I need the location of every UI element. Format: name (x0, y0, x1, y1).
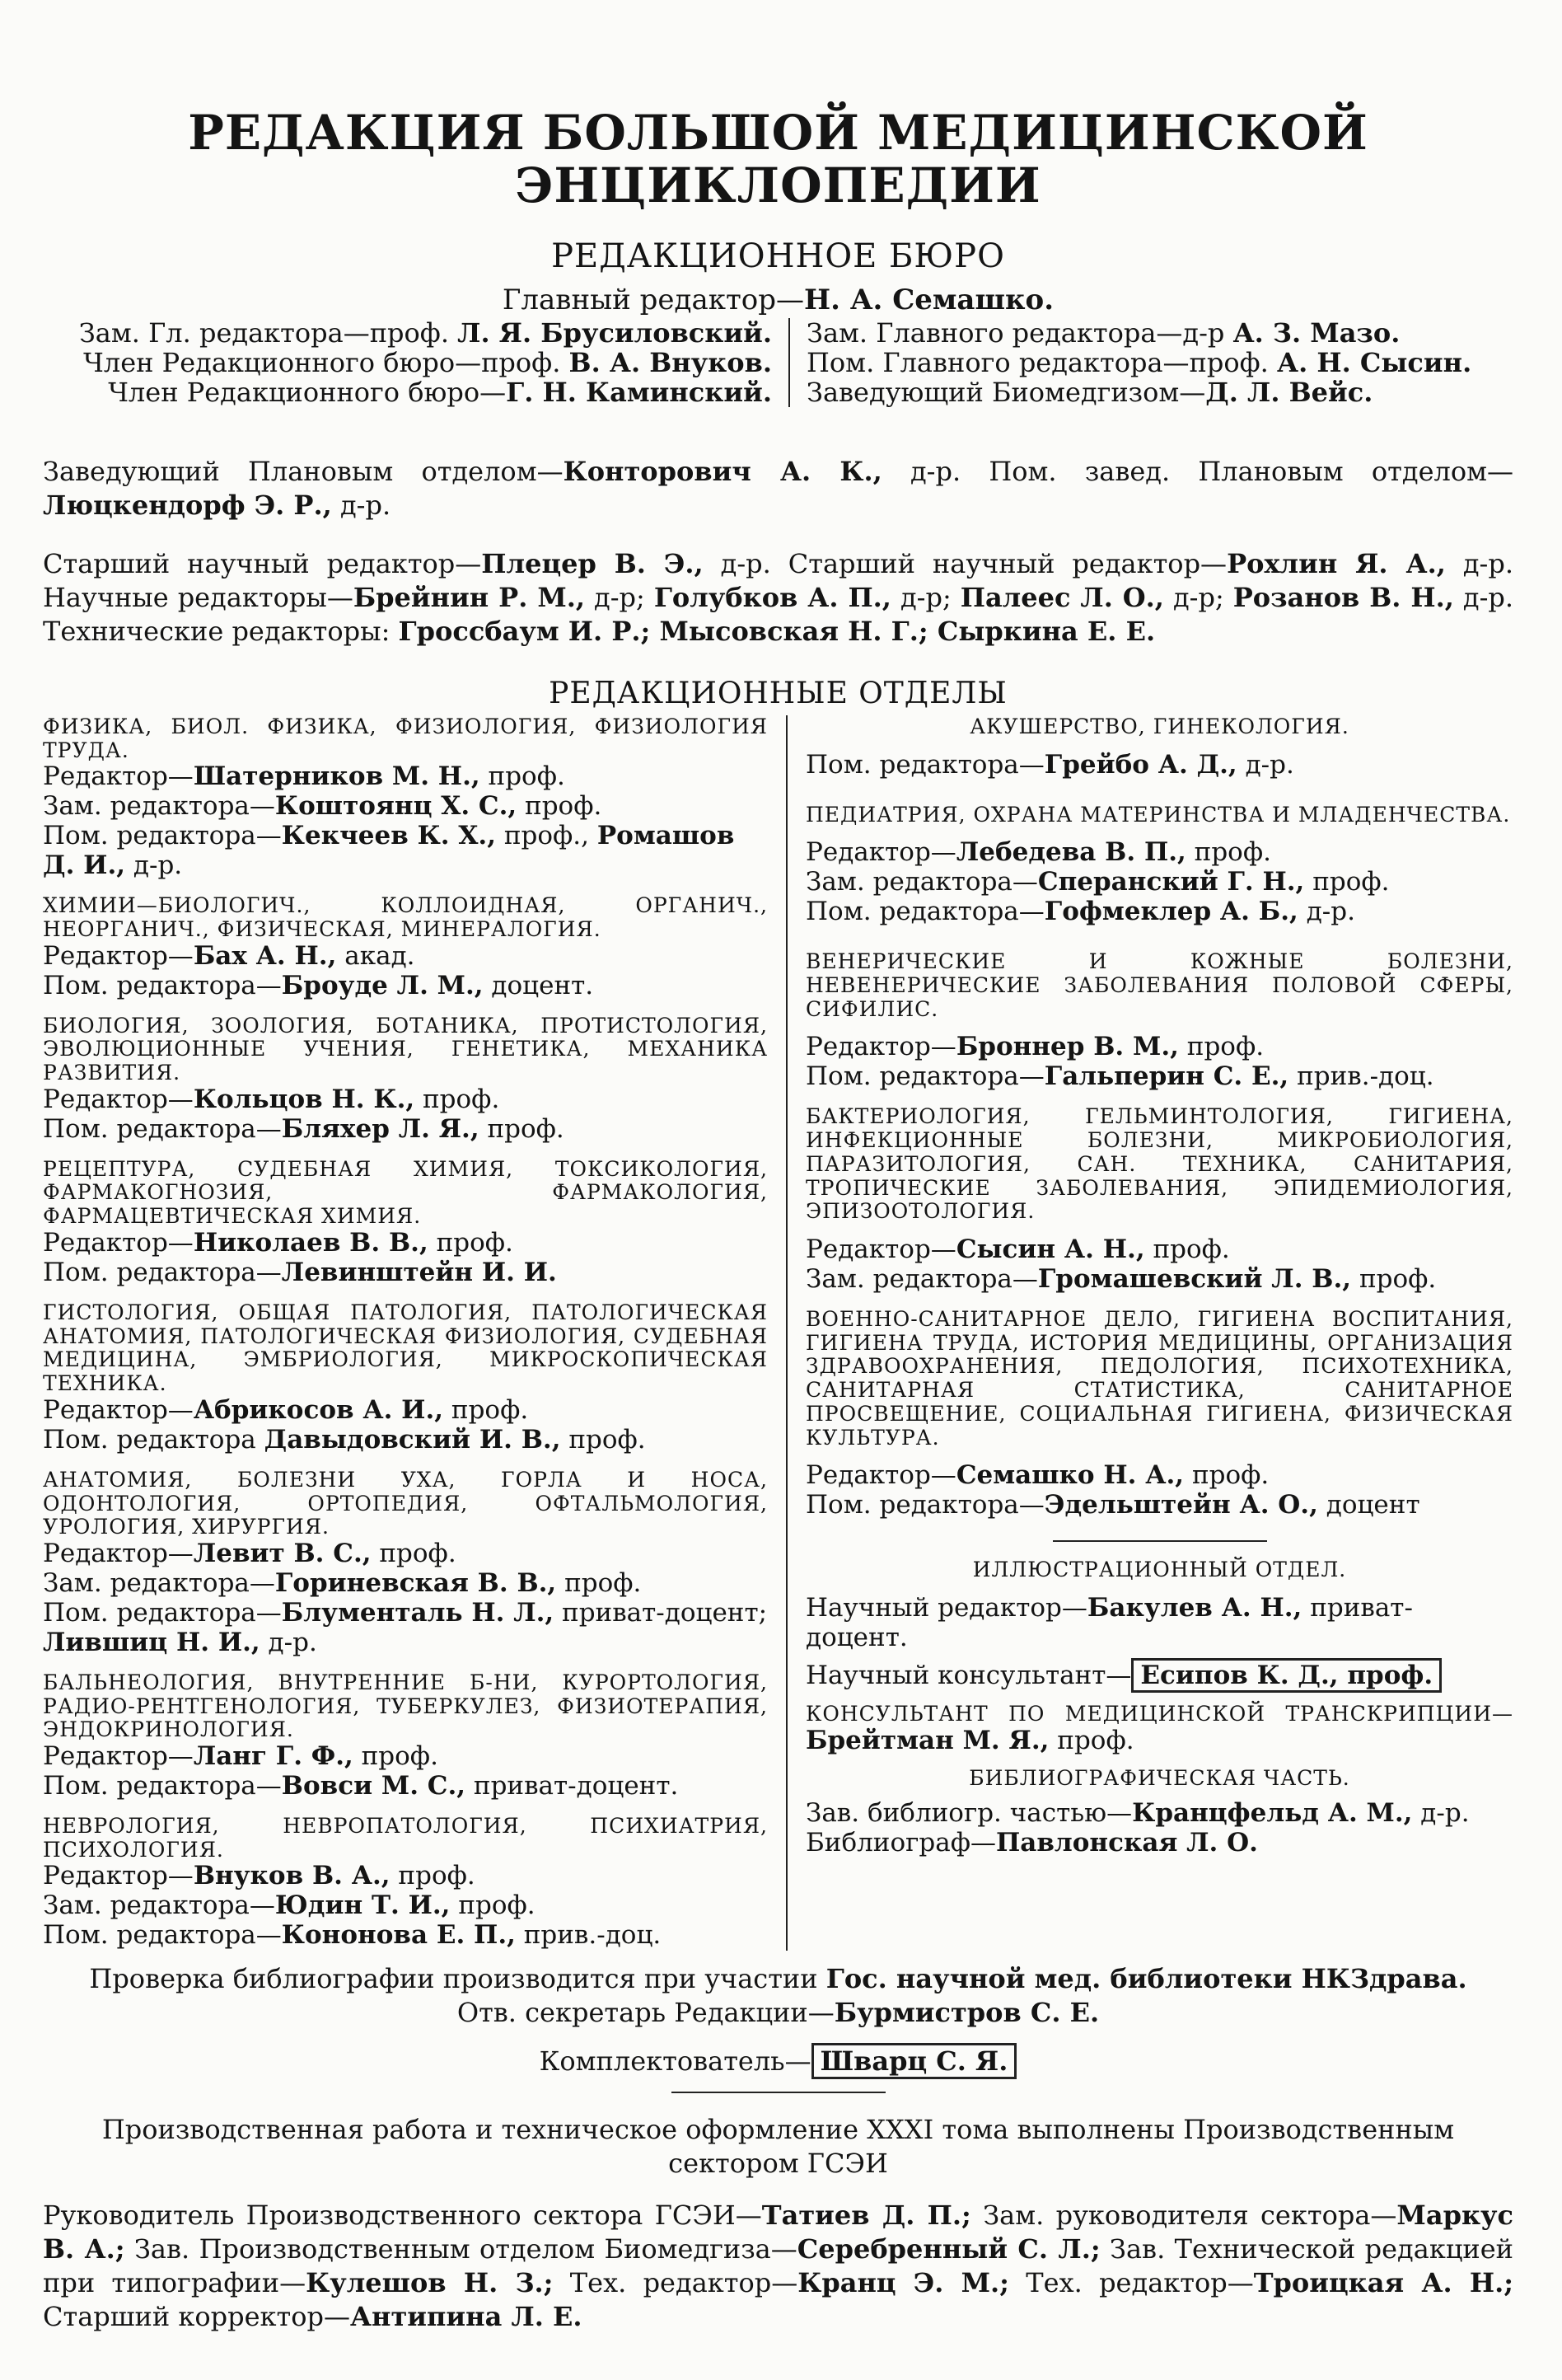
dept-line: Пом. редактора Давыдовский И. В., проф. (43, 1424, 646, 1455)
bureau-name: А. Н. Сысин. (1277, 346, 1472, 378)
chief-editor (43, 283, 1513, 316)
dept-line: Редактор—Внуков В. А., проф. (43, 1861, 475, 1891)
dept-line: Зам. редактора—Коштоянц Х. С., проф. (43, 791, 602, 822)
page-title: РЕДАКЦИЯ БОЛЬШОЙ МЕДИЦИНСКОЙ ЭНЦИКЛОПЕДИИ (188, 105, 1368, 213)
bureau-members (43, 318, 1513, 407)
dept-line: Пом. редактора—Гальперин С. Е., прив.-доц. (806, 1061, 1434, 1092)
dept-line: Зам. редактора—Громашевский Л. В., проф. (806, 1264, 1437, 1294)
dept-line: Редактор—Ланг Г. Ф., проф. (43, 1741, 438, 1772)
consultant-line: Научный консультант— Есипов К. Д., проф. (806, 1661, 1513, 1691)
dept-line: Пом. редактора—Кекчеев К. Х., проф., Ромашов Д. И., д-р. (43, 821, 735, 881)
bureau-entry (807, 348, 1513, 377)
bureau-role: Пом. Главного редактора—проф. (807, 346, 1278, 378)
dept-line: Редактор—Кольцов Н. К., проф. (43, 1084, 500, 1114)
production-staff: Руководитель Производственного сектора ГСЭИ—Татиев Д. П.; Зам. руководителя сектора—Маркус В. А.; Зав. Производственным отделом Биомедгиза—Серебренный С. Л.; Зав. Технической редакцией при типографии—Кулешов Н. З.; Тех. редактор—Кранц Э. М.; Тех. редактор—Троицкая А. Н.; Старший корректор—Антипина Л. Е. (43, 2200, 1514, 2332)
masthead-page (43, 107, 1513, 2334)
departments-title: РЕДАКЦИОННЫЕ ОТДЕЛЫ (549, 676, 1008, 710)
bureau-name: Л. Я. Брусиловский. (457, 316, 772, 349)
dept-heading: ХИМИИ—БИОЛОГИЧ., КОЛЛОИДНАЯ, ОРГАНИЧ., НЕОРГАНИЧ., ФИЗИЧЕСКАЯ, МИНЕРАЛОГИЯ. (43, 893, 768, 941)
collector: Комплектователь— Шварц С. Я. (43, 2045, 1513, 2078)
dept-line: Пом. редактора—Кононова Е. П., прив.-доц. (43, 1920, 662, 1951)
dept-line: Пом. редактора—Гофмеклер А. Б., д-р. (806, 897, 1355, 927)
dept-heading: АНАТОМИЯ, БОЛЕЗНИ УХА, ГОРЛА И НОСА, ОДОНТОЛОГИЯ, ОРТОПЕДИЯ, ОФТАЛЬМОЛОГИЯ, УРОЛОГИЯ, ХИРУРГИЯ. (43, 1467, 768, 1539)
dept-line: Пом. редактора—Бляхер Л. Я., проф. (43, 1113, 564, 1144)
dept-line: Зам. редактора—Сперанский Г. Н., проф. (806, 867, 1390, 897)
bureau-role: Член Редакционного бюро—проф. (83, 346, 569, 378)
biblio-head-line: Зав. библиогр. частью—Кранцфельд А. М., д-р. (806, 1798, 1470, 1829)
dept-heading: РЕЦЕПТУРА, СУДЕБНАЯ ХИМИЯ, ТОКСИКОЛОГИЯ, ФАРМАКОГНОЗИЯ, ФАРМАКОЛОГИЯ, ФАРМАЦЕВТИЧЕСКАЯ ХИМИЯ. (43, 1156, 768, 1229)
bureau-role: Заведующий Биомедгизом— (807, 376, 1206, 408)
divider (671, 2092, 886, 2093)
dept-line: Пом. редактора—Грейбо А. Д., д-р. (806, 749, 1294, 780)
right-column (788, 715, 1513, 1951)
dept-heading: ВОЕННО-САНИТАРНОЕ ДЕЛО, ГИГИЕНА ВОСПИТАНИЯ, ГИГИЕНА ТРУДА, ИСТОРИЯ МЕДИЦИНЫ, ОРГАНИЗАЦИЯ ЗДРАВООХРАНЕНИЯ, ПЕДОЛОГИЯ, ПСИХОТЕХНИКА, САНИТАРНАЯ СТАТИСТИКА, САНИТАРНОЕ ПРОСВЕЩЕНИЕ, СОЦИАЛЬНАЯ ГИГИЕНА, ФИЗИЧЕСКАЯ КУЛЬТУРА. (806, 1306, 1513, 1450)
divider (1053, 1540, 1267, 1542)
bureau-role: Зам. Главного редактора—д-р (807, 316, 1233, 349)
dept-line: Зам. редактора—Гориневская В. В., проф. (43, 1567, 642, 1598)
bureau-left (43, 318, 790, 407)
dept-line: Пом. редактора—Броуде Л. М., доцент. (43, 970, 594, 1000)
bureau-entry (43, 377, 772, 407)
dept-heading: ВЕНЕРИЧЕСКИЕ И КОЖНЫЕ БОЛЕЗНИ, НЕВЕНЕРИЧЕСКИЕ ЗАБОЛЕВАНИЯ ПОЛОВОЙ СФЕРЫ, СИФИЛИС. (806, 949, 1513, 1021)
biblio-heading: БИБЛИОГРАФИЧЕСКАЯ ЧАСТЬ. (969, 1766, 1350, 1791)
dept-line: Редактор—Шатерников М. Н., проф. (43, 761, 565, 792)
bibliography-check: Проверка библиографии производится при участии Гос. научной мед. библиотеки НКЗдрава. Отв. секретарь Редакции—Бурмистров С. Е. (89, 1963, 1467, 2029)
left-column (43, 715, 788, 1951)
dept-heading: АКУШЕРСТВО, ГИНЕКОЛОГИЯ. (970, 714, 1349, 738)
dept-heading: БИОЛОГИЯ, ЗООЛОГИЯ, БОТАНИКА, ПРОТИСТОЛОГИЯ, ЭВОЛЮЦИОННЫЕ УЧЕНИЯ, ГЕНЕТИКА, МЕХАНИКА РАЗВИТИЯ. (43, 1013, 768, 1085)
dept-line: Пом. редактора—Эдельштейн А. О., доцент (806, 1490, 1420, 1520)
dept-line: Редактор—Броннер В. М., проф. (806, 1032, 1265, 1062)
dept-line: Пом. редактора—Блументаль Н. Л., приват-доцент; Лившиц Н. И., д-р. (43, 1597, 768, 1657)
transcription-line: КОНСУЛЬТАНТ ПО МЕДИЦИНСКОЙ ТРАНСКРИПЦИИ—Брейтман М. Я., проф. (806, 1701, 1513, 1755)
bureau-entry (43, 318, 772, 348)
dept-heading: ГИСТОЛОГИЯ, ОБЩАЯ ПАТОЛОГИЯ, ПАТОЛОГИЧЕСКАЯ АНАТОМИЯ, ПАТОЛОГИЧЕСКАЯ ФИЗИОЛОГИЯ, СУДЕБНАЯ МЕДИЦИНА, ЭМБРИОЛОГИЯ, МИКРОСКОПИЧЕСКАЯ ТЕХНИКА. (43, 1300, 768, 1396)
dept-line: Зам. редактора—Юдин Т. И., проф. (43, 1890, 535, 1921)
dept-line: Редактор—Семашко Н. А., проф. (806, 1460, 1270, 1491)
bureau-entry (43, 348, 772, 377)
bureau-right (790, 318, 1513, 407)
bureau-name: А. З. Мазо. (1232, 316, 1401, 349)
departments-columns (43, 715, 1513, 1951)
bureau-entry (807, 318, 1513, 348)
bureau-name: Г. Н. Каминский. (506, 376, 772, 408)
dept-line: Редактор—Сысин А. Н., проф. (806, 1235, 1230, 1265)
bureau-entry (807, 377, 1513, 407)
dept-heading: БАЛЬНЕОЛОГИЯ, ВНУТРЕННИЕ Б-НИ, КУРОРТОЛОГИЯ, РАДИО-РЕНТГЕНОЛОГИЯ, ТУБЕРКУЛЕЗ, ФИЗИОТЕРАПИЯ, ЭНДОКРИНОЛОГИЯ. (43, 1670, 768, 1742)
bureau-title: РЕДАКЦИОННОЕ БЮРО (551, 237, 1005, 275)
editors-list: Старший научный редактор—Плецер В. Э., д-р. Старший научный редактор—Рохлин Я. А., д-р. Научные редакторы—Брейнин Р. М., д-р; Голубков А. П., д-р; Палеес Л. О., д-р; Розанов В. Н., д-р. Технические редакторы: Гроссбаум И. Р.; Мысовская Н. Г.; Сыркина Е. Е. (43, 547, 1514, 647)
production-note: Производственная работа и техническое оформление XXXI тома выполнены Производственным сектором ГСЭИ (101, 2114, 1455, 2180)
planning-department: Заведующий Плановым отделом—Конторович А. К., д-р. Пом. завед. Плановым отделом—Люцкендорф Э. Р., д-р. (43, 456, 1514, 522)
dept-heading: ФИЗИКА, БИОЛ. ФИЗИКА, ФИЗИОЛОГИЯ, ФИЗИОЛОГИЯ ТРУДА. (43, 714, 768, 762)
bureau-role: Зам. Гл. редактора—проф. (78, 316, 458, 349)
bibliographer-line: Библиограф—Павлонская Л. О. (806, 1828, 1258, 1858)
dept-line: Пом. редактора—Вовси М. С., приват-доцент. (43, 1771, 679, 1801)
dept-heading: ПЕДИАТРИЯ, ОХРАНА МАТЕРИНСТВА И МЛАДЕНЧЕСТВА. (806, 802, 1511, 827)
dept-line: Редактор—Бах А. Н., акад. (43, 940, 415, 971)
dept-heading: НЕВРОЛОГИЯ, НЕВРОПАТОЛОГИЯ, ПСИХИАТРИЯ, ПСИХОЛОГИЯ. (43, 1813, 768, 1862)
dept-line: Редактор—Левит В. С., проф. (43, 1539, 456, 1569)
illustration-heading: ИЛЛЮСТРАЦИОННЫЙ ОТДЕЛ. (972, 1558, 1347, 1582)
dept-line: Редактор—Николаев В. В., проф. (43, 1227, 513, 1258)
dept-line: Редактор—Абрикосов А. И., проф. (43, 1394, 529, 1425)
bureau-name: В. А. Внуков. (568, 346, 772, 378)
bureau-role: Член Редакционного бюро— (108, 376, 507, 408)
chief-name: Н. А. Семашко. (804, 283, 1055, 316)
bureau-name: Д. Л. Вейс. (1205, 376, 1373, 408)
dept-heading: БАКТЕРИОЛОГИЯ, ГЕЛЬМИНТОЛОГИЯ, ГИГИЕНА, ИНФЕКЦИОННЫЕ БОЛЕЗНИ, МИКРОБИОЛОГИЯ, ПАРАЗИТОЛОГИЯ, САН. ТЕХНИКА, САНИТАРИЯ, ТРОПИЧЕСКИЕ ЗАБОЛЕВАНИЯ, ЭПИДЕМИОЛОГИЯ, ЭПИЗООТОЛОГИЯ. (806, 1104, 1513, 1224)
dept-line: Редактор—Лебедева В. П., проф. (806, 837, 1271, 868)
sci-editor-line: Научный редактор—Бакулев А. Н., приват-доцент. (806, 1593, 1413, 1653)
chief-role: Главный редактор— (502, 283, 805, 316)
dept-line: Пом. редактора—Левинштейн И. И. (43, 1257, 557, 1287)
